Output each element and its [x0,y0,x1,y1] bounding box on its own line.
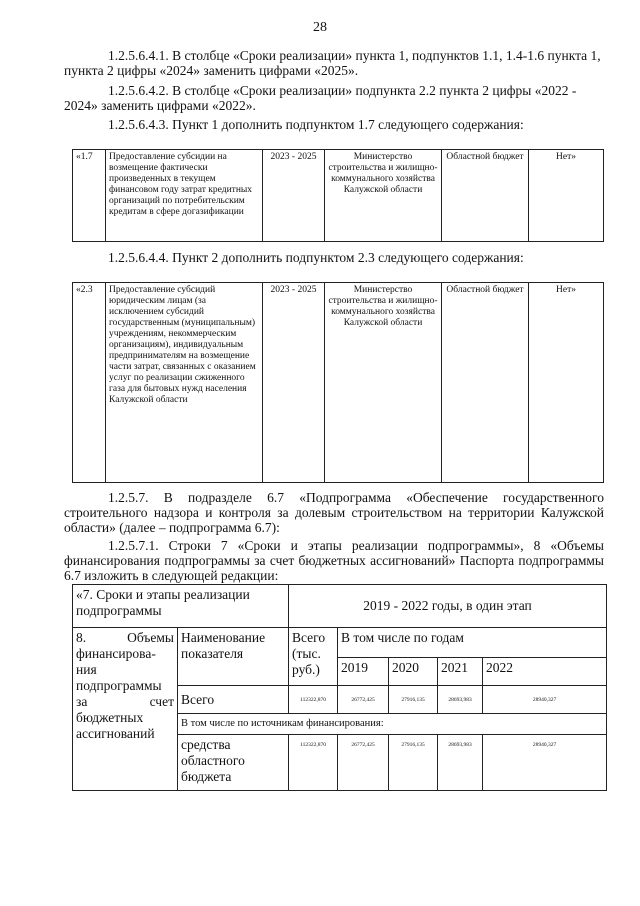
year-2022: 2022 [483,658,607,686]
paragraph-4: 1.2.5.6.4.4. Пункт 2 дополнить подпунктом 2.3 следующего содержания: [108,250,524,265]
t1-desc: Предоставление субсидии на возмещение фактически произведенных в текущем финансовом году затрат кредитных организаций по потребительским кредитам в сфере догазификации [106,150,263,242]
sources-header: В том числе по источникам финансирования: [178,714,607,735]
t1-period: 2023 - 2025 [263,150,325,242]
row-regional-2020: 27916,135 [389,735,438,791]
paragraph-5: 1.2.5.7. В подразделе 6.7 «Подпрограмма «Обеспечение государственного строительного надзора и контроля за долевым строительством на территории Калужской области» (далее – подпрограмма 6.7): [64,490,604,535]
row-regional-all: 112322,870 [289,735,338,791]
row8-label: 8. Объемы финансирова-ния подпрограммы за счет бюджетных ассигнований [73,628,178,791]
row-regional-label: средства областного бюджета [178,735,289,791]
row-regional-2022: 28940,327 [483,735,607,791]
paragraph-3: 1.2.5.6.4.3. Пункт 1 дополнить подпунктом 1.7 следующего содержания: [108,117,524,132]
page-number: 28 [313,20,327,35]
t2-source: Областной бюджет [442,283,529,483]
row-total-label: Всего [178,686,289,714]
row-total-2022: 28940,327 [483,686,607,714]
col-by-years-header: В том числе по годам [338,628,607,658]
table-subitem-1-7 [72,149,604,242]
row7-label: «7. Сроки и этапы реализации подпрограммы [73,585,289,628]
passport-table [72,584,607,791]
year-2021: 2021 [438,658,483,686]
row-total-2019: 26772,425 [338,686,389,714]
t2-desc: Предоставление субсидий юридическим лицам (за исключением субсидий государственным (муниципальным) учреждениям, некоммерческим организациям), индивидуальным предпринимателям на возмещение части затрат, связанных с оказанием услуг по реализации сжиженного газа для бытовых нужд населения Калужской области [106,283,263,483]
t2-num: «2.3 [73,283,106,483]
t1-executor: Министерство строительства и жилищно-коммунального хозяйства Калужской области [325,150,442,242]
paragraph-2: 1.2.5.6.4.2. В столбце «Сроки реализации» подпункта 2.2 пункта 2 цифры «2022 - 2024» заменить цифрами «2022». [64,83,577,113]
t2-period: 2023 - 2025 [263,283,325,483]
row-total-2020: 27916,135 [389,686,438,714]
t1-source: Областной бюджет [442,150,529,242]
t1-num: «1.7 [73,150,106,242]
row-total-all: 112322,870 [289,686,338,714]
year-2019: 2019 [338,658,389,686]
table-subitem-2-3 [72,282,604,483]
col-name-header: Наименование показателя [178,628,289,686]
row7-value: 2019 - 2022 годы, в один этап [289,585,607,628]
paragraph-1: 1.2.5.6.4.1. В столбце «Сроки реализации» пункта 1, подпунктов 1.1, 1.4-1.6 пункта 1, пункта 2 цифры «2024» заменить цифрами «2025». [64,48,601,78]
t1-amount: Нет» [529,150,604,242]
row-regional-2019: 26772,425 [338,735,389,791]
row-total-2021: 28693,983 [438,686,483,714]
paragraph-6: 1.2.5.7.1. Строки 7 «Сроки и этапы реализации подпрограммы», 8 «Объемы финансирования подпрограммы за счет бюджетных ассигнований» Паспорта подпрограммы 6.7 изложить в следующей редакции: [64,538,604,583]
t2-amount: Нет» [529,283,604,483]
col-total-header: Всего (тыс. руб.) [289,628,338,686]
row-regional-2021: 28693,983 [438,735,483,791]
t2-executor: Министерство строительства и жилищно-коммунального хозяйства Калужской области [325,283,442,483]
year-2020: 2020 [389,658,438,686]
